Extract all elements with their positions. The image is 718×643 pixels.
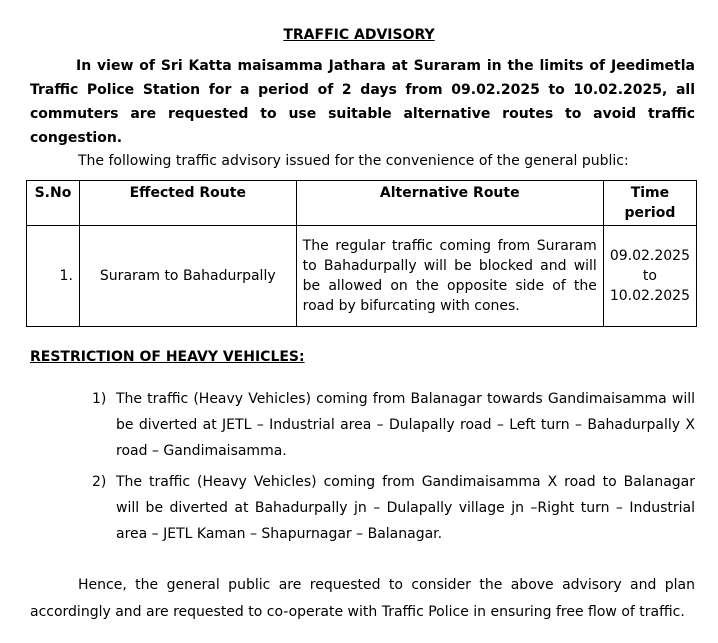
time-to: 10.02.2025	[609, 288, 690, 304]
restrictions-list	[30, 386, 695, 552]
table-lead-text: The following traffic advisory issued for the convenience of the general public:	[78, 153, 629, 169]
list-item-text: The traffic (Heavy Vehicles) coming from Gandimaisamma X road to Balanagar will be diverted at Bahadurpally jn – Dulapally village jn –Right turn – Industrial area – JETL Kaman – Shapurnagar – Balanagar.	[116, 474, 695, 542]
list-item	[30, 469, 695, 547]
intro-paragraph: In view of Sri Katta maisamma Jathara at Suraram in the limits of Jeedimetla Traffic Police Station for a period of 2 days from 09.02.2025 to 10.02.2025, all commuters are requested to use suitable alternative routes to avoid traffic congestion.	[30, 58, 695, 146]
header-alternative-route: Alternative Route	[296, 181, 603, 226]
list-item-number: 1)	[92, 391, 107, 407]
list-item-number: 2)	[92, 474, 107, 490]
cell-alternative-route: The regular traffic coming from Suraram to Bahadurpally will be blocked and will be allowed on the opposite side of the road by bifurcating with cones.	[296, 226, 603, 327]
document-title: TRAFFIC ADVISORY	[283, 27, 435, 43]
advisory-table	[26, 180, 697, 327]
list-item	[30, 386, 695, 464]
cell-time-period	[603, 226, 696, 327]
header-effected-route: Effected Route	[79, 181, 296, 226]
table-row	[27, 226, 697, 327]
restrictions-heading: RESTRICTION OF HEAVY VEHICLES:	[30, 349, 305, 365]
table-header-row	[27, 181, 697, 226]
header-time-period: Time period	[603, 181, 696, 226]
time-from: 09.02.2025	[609, 248, 690, 264]
cell-effected-route: Suraram to Bahadurpally	[79, 226, 296, 327]
closing-paragraph: Hence, the general public are requested to consider the above advisory and plan accordingly and are requested to co-operate with Traffic Police in ensuring free flow of traffic.	[30, 577, 695, 620]
cell-sno: 1.	[27, 226, 80, 327]
header-sno: S.No	[27, 181, 80, 226]
time-to-word: to	[642, 268, 657, 284]
list-item-text: The traffic (Heavy Vehicles) coming from Balanagar towards Gandimaisamma will be diverted at JETL – Industrial area – Dulapally road – Left turn – Bahadurpally X road – Gandimaisamma.	[116, 391, 695, 459]
